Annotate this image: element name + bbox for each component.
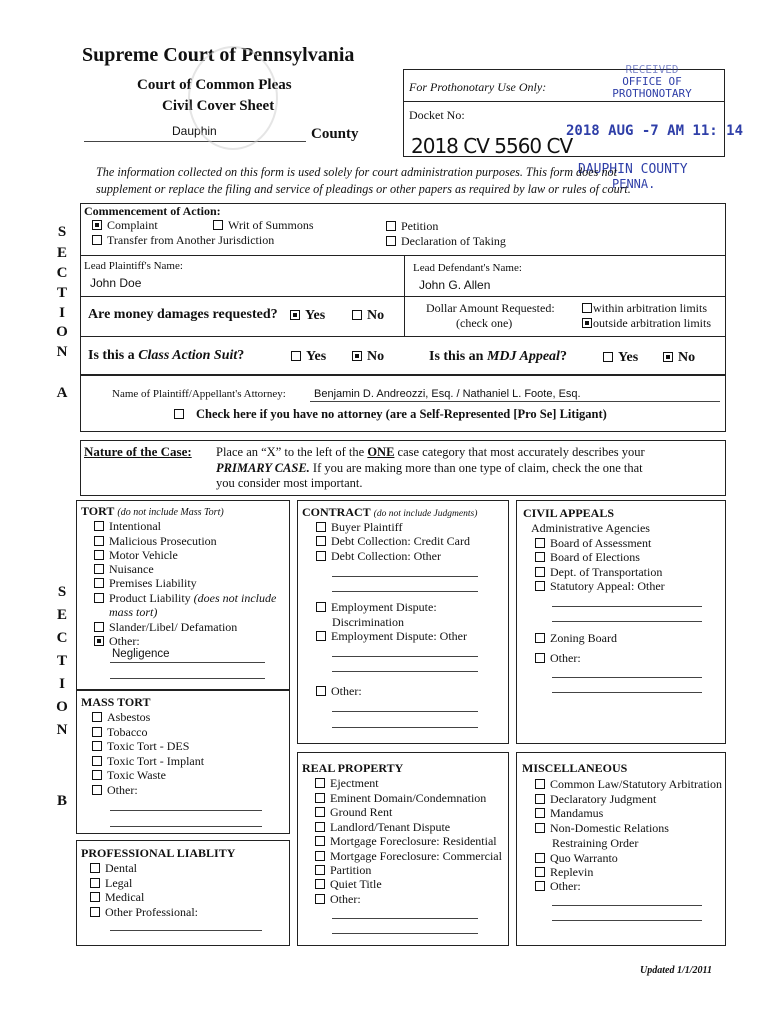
real-property-label: Mortgage Foreclosure: Residential: [330, 834, 497, 848]
contract-checkbox[interactable]: [316, 522, 326, 532]
mass-tort-item[interactable]: [92, 768, 166, 783]
professional-label: Other Professional:: [105, 905, 198, 919]
contract-label: Employment Dispute:: [331, 600, 437, 614]
declaration-label: Declaration of Taking: [401, 234, 506, 248]
contract-checkbox[interactable]: [316, 551, 326, 561]
plaintiff-name-field[interactable]: John Doe: [90, 276, 142, 290]
misc-label: Common Law/Statutory Arbitration: [550, 777, 722, 791]
prothonotary-title: For Prothonotary Use Only:: [409, 80, 547, 94]
dollar-amount-sub: (check one): [456, 316, 513, 330]
within-limits-option[interactable]: [582, 301, 707, 316]
section-b-t: T: [56, 653, 67, 669]
real-property-item[interactable]: [315, 820, 450, 835]
tort-checkbox[interactable]: [94, 536, 104, 546]
real-property-checkbox[interactable]: [315, 778, 325, 788]
tort-other-checkbox[interactable]: [94, 636, 104, 646]
misc-label: Declaratory Judgment: [550, 792, 657, 806]
section-a-e: E: [56, 245, 67, 261]
class-action-question: [88, 348, 244, 364]
tort-checkbox[interactable]: [94, 564, 104, 574]
mass-tort-label: Other:: [107, 783, 138, 797]
professional-label: Medical: [105, 890, 145, 904]
money-damages-question: [88, 307, 278, 323]
section-b-letter: B: [56, 793, 67, 809]
county-field[interactable]: Dauphin: [172, 124, 217, 138]
tort-label: Malicious Prosecution: [109, 534, 217, 548]
section-b-i: I: [59, 676, 65, 692]
mass-tort-checkbox[interactable]: [92, 741, 102, 751]
contract-other-item[interactable]: [316, 684, 362, 699]
misc-label: Other:: [550, 879, 581, 893]
mdj-pre: Is this an: [429, 349, 487, 364]
contract-checkbox[interactable]: [316, 536, 326, 546]
section-a-t: T: [56, 285, 67, 301]
money-no-checkbox[interactable]: [352, 310, 362, 320]
mass-tort-checkbox[interactable]: [92, 727, 102, 737]
dollar-amount-label: Dollar Amount Requested:: [426, 301, 555, 315]
civil-appeals-label: Other:: [550, 651, 581, 665]
misc-item[interactable]: [535, 806, 603, 821]
misc-label: Replevin: [550, 865, 594, 879]
real-property-label: Ejectment: [330, 776, 379, 790]
professional-checkbox[interactable]: [90, 907, 100, 917]
civil-other-item[interactable]: [535, 651, 581, 666]
tort-note: (do not include Mass Tort): [117, 507, 224, 518]
received-stamp: [582, 64, 722, 114]
tort-other-label: Other:: [109, 634, 140, 648]
section-a-n: N: [56, 344, 68, 360]
stamp-received: RECEIVED: [625, 63, 679, 76]
professional-item[interactable]: [90, 876, 132, 891]
misc-item[interactable]: [535, 821, 669, 836]
civil-appeals-item[interactable]: [535, 536, 651, 551]
professional-checkbox[interactable]: [90, 892, 100, 902]
complaint-option[interactable]: [92, 218, 158, 233]
misc-checkbox[interactable]: [535, 823, 545, 833]
zoning-item[interactable]: [535, 631, 617, 646]
tort-item[interactable]: [94, 591, 276, 606]
notice-line-2: supplement or replace the filing and service of pleadings or other papers as required by law or rules of court.: [96, 182, 631, 196]
writ-checkbox[interactable]: [213, 220, 223, 230]
tort-item[interactable]: [94, 620, 237, 635]
tort-label: Motor Vehicle: [109, 548, 178, 562]
contract-title-text: CONTRACT: [302, 505, 371, 519]
mass-tort-item[interactable]: [92, 754, 204, 769]
employment-other-item[interactable]: [316, 629, 467, 644]
product-note-2: mass tort): [109, 605, 158, 619]
no-attorney-checkbox[interactable]: [174, 409, 184, 419]
real-property-checkbox[interactable]: [315, 851, 325, 861]
contract-label: Employment Dispute: Other: [331, 629, 467, 643]
real-property-checkbox[interactable]: [315, 879, 325, 889]
contract-label: Buyer Plaintiff: [331, 520, 403, 534]
civil-appeals-checkbox[interactable]: [535, 653, 545, 663]
outside-limits-checkbox[interactable]: [582, 318, 592, 328]
tort-checkbox[interactable]: [94, 550, 104, 560]
tort-label: Premises Liability: [109, 576, 197, 590]
real-property-item[interactable]: [315, 834, 497, 849]
contract-label: Other:: [331, 684, 362, 698]
real-property-checkbox[interactable]: [315, 865, 325, 875]
docket-number[interactable]: 2018 CV 5560 CV: [411, 134, 573, 158]
mdj-yes-checkbox[interactable]: [603, 352, 613, 362]
section-b-e: E: [56, 607, 67, 623]
tort-other-field[interactable]: Negligence: [112, 648, 170, 660]
contract-checkbox[interactable]: [316, 686, 326, 696]
tort-title: [81, 504, 224, 519]
outside-limits-label: outside arbitration limits: [593, 316, 711, 330]
class-yes-checkbox[interactable]: [291, 351, 301, 361]
section-a-o: O: [56, 324, 68, 340]
civil-appeals-checkbox[interactable]: [535, 581, 545, 591]
professional-title: PROFESSIONAL LIABLITY: [81, 846, 236, 860]
petition-label: Petition: [401, 219, 439, 233]
real-property-label: Partition: [330, 863, 372, 877]
section-a-letter: A: [56, 385, 68, 401]
professional-label: Legal: [105, 876, 133, 890]
real-property-checkbox[interactable]: [315, 793, 325, 803]
complaint-checkbox[interactable]: [92, 220, 102, 230]
contract-item[interactable]: [316, 520, 402, 535]
tort-label: Slander/Libel/ Defamation: [109, 620, 238, 634]
employment-discrimination-sub: Discrimination: [332, 615, 404, 629]
mdj-question: [429, 349, 567, 365]
mdj-no-checkbox[interactable]: [663, 352, 673, 362]
attorney-label: Name of Plaintiff/Appellant's Attorney:: [112, 388, 286, 400]
class-yes-option[interactable]: [291, 349, 326, 365]
money-yes-option[interactable]: [290, 308, 325, 324]
class-action-post: ?: [237, 348, 245, 363]
writ-label: Writ of Summons: [228, 218, 314, 232]
misc-item[interactable]: [535, 865, 593, 880]
class-yes-label: Yes: [306, 349, 327, 364]
misc-checkbox[interactable]: [535, 808, 545, 818]
money-damages-label: Are money damages requested?: [88, 307, 278, 322]
nature-primary: PRIMARY CASE.: [216, 461, 310, 475]
professional-item[interactable]: [90, 861, 137, 876]
mass-tort-checkbox[interactable]: [92, 756, 102, 766]
no-attorney-option[interactable]: [174, 407, 607, 422]
mass-tort-item[interactable]: [92, 710, 150, 725]
misc-checkbox[interactable]: [535, 853, 545, 863]
contract-note: (do not include Judgments): [373, 509, 478, 519]
misc-checkbox[interactable]: [535, 779, 545, 789]
mass-tort-item[interactable]: [92, 739, 189, 754]
tort-item[interactable]: [94, 519, 161, 534]
misc-label: Quo Warranto: [550, 851, 618, 865]
tort-item[interactable]: [94, 576, 197, 591]
contract-checkbox[interactable]: [316, 602, 326, 612]
nature-text-1: [216, 445, 645, 460]
real-property-label: Other:: [330, 892, 361, 906]
civil-appeals-checkbox[interactable]: [535, 567, 545, 577]
professional-item[interactable]: [90, 890, 144, 905]
section-b-n: N: [56, 722, 68, 738]
stamp-prothonotary: PROTHONOTARY: [612, 87, 692, 100]
professional-item[interactable]: [90, 905, 198, 920]
attorney-box: [80, 375, 726, 432]
real-property-item[interactable]: [315, 805, 392, 820]
civil-appeals-label: Board of Assessment: [550, 536, 652, 550]
mdj-no-option[interactable]: [663, 350, 695, 366]
civil-appeals-label: Dept. of Transportation: [550, 565, 663, 579]
misc-label: Mandamus: [550, 806, 604, 820]
mass-tort-label: Toxic Tort - DES: [107, 739, 190, 753]
defendant-label: Lead Defendant's Name:: [413, 262, 522, 274]
no-attorney-label: Check here if you have no attorney (are a Self-Represented [Pro Se] Litigant): [196, 407, 607, 421]
nature-title: Nature of the Case:: [84, 444, 192, 459]
stamp-office: OFFICE OF: [622, 75, 682, 88]
real-property-item[interactable]: [315, 849, 502, 864]
mass-tort-label: Asbestos: [107, 710, 151, 724]
county-label: County: [311, 126, 359, 142]
money-yes-label: Yes: [305, 308, 326, 323]
misc-title: MISCELLANEOUS: [522, 761, 628, 775]
attorney-field[interactable]: Benjamin D. Andreozzi, Esq. / Nathaniel L. Foote, Esq.: [314, 388, 581, 400]
civil-appeals-label: Board of Elections: [550, 550, 640, 564]
contract-item[interactable]: [316, 549, 441, 564]
civil-appeals-checkbox[interactable]: [535, 552, 545, 562]
tort-checkbox[interactable]: [94, 593, 104, 603]
date-stamp: 2018 AUG -7 AM 11: 14: [566, 123, 744, 139]
misc-label: Non-Domestic Relations: [550, 821, 669, 835]
real-property-checkbox[interactable]: [315, 894, 325, 904]
contract-title: [302, 505, 477, 520]
declaration-option[interactable]: [386, 234, 506, 249]
real-property-checkbox[interactable]: [315, 807, 325, 817]
nature-text-2: [216, 461, 643, 476]
section-a-c: C: [56, 265, 68, 281]
real-property-label: Landlord/Tenant Dispute: [330, 820, 451, 834]
misc-checkbox[interactable]: [535, 867, 545, 877]
real-property-label: Quiet Title: [330, 877, 382, 891]
real-property-label: Ground Rent: [330, 805, 393, 819]
real-property-item[interactable]: [315, 863, 371, 878]
mass-tort-item[interactable]: [92, 725, 147, 740]
plaintiff-label: Lead Plaintiff's Name:: [84, 260, 183, 272]
real-property-title: REAL PROPERTY: [302, 761, 404, 775]
civil-appeals-checkbox[interactable]: [535, 633, 545, 643]
mass-tort-checkbox[interactable]: [92, 712, 102, 722]
nature-one: ONE: [367, 445, 395, 459]
product-note: (does not include: [193, 591, 277, 605]
mass-tort-label: Tobacco: [107, 725, 148, 739]
real-property-item[interactable]: [315, 776, 379, 791]
mdj-yes-option[interactable]: [603, 350, 638, 366]
tort-title-text: TORT: [81, 504, 115, 518]
mdj-yes-label: Yes: [618, 350, 639, 365]
contract-label: Debt Collection: Credit Card: [331, 534, 470, 548]
form-name: Civil Cover Sheet: [162, 98, 275, 114]
outside-limits-option[interactable]: [582, 316, 711, 331]
civil-appeals-item[interactable]: [535, 565, 662, 580]
declaration-checkbox[interactable]: [386, 236, 396, 246]
real-property-item[interactable]: [315, 877, 382, 892]
court-subtitle: Court of Common Pleas: [137, 77, 292, 93]
tort-other-item[interactable]: [94, 634, 140, 649]
misc-item[interactable]: [535, 851, 618, 866]
tort-checkbox[interactable]: [94, 578, 104, 588]
section-a-s: S: [57, 224, 67, 240]
civil-appeals-item[interactable]: [535, 550, 640, 565]
nature-text2: If you are making more than one type of claim, check the one that: [309, 461, 643, 475]
mass-tort-label: Toxic Waste: [107, 768, 166, 782]
writ-option[interactable]: [213, 218, 314, 233]
class-action-pre: Is this a: [88, 348, 139, 363]
money-yes-checkbox[interactable]: [290, 310, 300, 320]
professional-checkbox[interactable]: [90, 863, 100, 873]
updated-date: Updated 1/1/2011: [640, 965, 712, 976]
nature-mid: case category that most accurately describes your: [394, 445, 645, 459]
notice-line-1: The information collected on this form is used solely for court administration purposes. This form does not: [96, 165, 618, 179]
seal-watermark: [188, 46, 278, 150]
real-property-checkbox[interactable]: [315, 836, 325, 846]
transfer-option[interactable]: [92, 233, 274, 248]
nature-pre: Place an “X” to the left of the: [216, 445, 368, 459]
docket-label: Docket No:: [409, 108, 465, 122]
state-stamp: PENNA.: [612, 177, 656, 191]
civil-appeals-sub: Administrative Agencies: [531, 521, 650, 535]
mass-tort-item[interactable]: [92, 783, 138, 798]
mdj-no-label: No: [678, 350, 696, 365]
tort-item[interactable]: [94, 548, 178, 563]
civil-appeals-title: CIVIL APPEALS: [523, 506, 615, 520]
civil-appeals-label: Statutory Appeal: Other: [550, 579, 665, 593]
section-b-o: O: [56, 699, 68, 715]
tort-checkbox[interactable]: [94, 622, 104, 632]
professional-label: Dental: [105, 861, 137, 875]
real-property-item[interactable]: [315, 892, 361, 907]
transfer-checkbox[interactable]: [92, 235, 102, 245]
contract-item[interactable]: [316, 534, 470, 549]
commencement-title: Commencement of Action:: [84, 204, 221, 218]
contract-checkbox[interactable]: [316, 631, 326, 641]
civil-appeals-item[interactable]: [535, 579, 665, 594]
section-b-s: S: [57, 584, 67, 600]
tort-label: Intentional: [109, 519, 161, 533]
within-limits-label: within arbitration limits: [593, 301, 707, 315]
misc-item[interactable]: [535, 879, 581, 894]
class-no-label: No: [367, 349, 385, 364]
defendant-name-field[interactable]: John G. Allen: [419, 278, 491, 292]
section-b-c: C: [56, 630, 68, 646]
mass-tort-title: MASS TORT: [81, 695, 151, 709]
class-action-em: Class Action Suit: [138, 348, 238, 363]
misc-item[interactable]: [535, 777, 722, 792]
mdj-em: MDJ Appeal: [486, 349, 560, 364]
professional-checkbox[interactable]: [90, 878, 100, 888]
tort-label: Nuisance: [109, 562, 154, 576]
petition-option[interactable]: [386, 219, 438, 234]
real-property-checkbox[interactable]: [315, 822, 325, 832]
misc-item[interactable]: [535, 792, 656, 807]
petition-checkbox[interactable]: [386, 221, 396, 231]
court-title: Supreme Court of Pennsylvania: [82, 44, 355, 66]
real-property-label: Mortgage Foreclosure: Commercial: [330, 849, 502, 863]
mdj-post: ?: [559, 349, 567, 364]
section-a-i: I: [59, 305, 65, 321]
misc-checkbox[interactable]: [535, 881, 545, 891]
money-no-label: No: [367, 308, 385, 323]
class-no-option[interactable]: [352, 349, 384, 365]
employment-discrimination-item[interactable]: [316, 600, 437, 615]
tort-item[interactable]: [94, 534, 217, 549]
nature-text-3: you consider most important.: [216, 476, 363, 490]
misc-restraining-sub: Restraining Order: [552, 836, 639, 850]
misc-checkbox[interactable]: [535, 794, 545, 804]
real-property-item[interactable]: [315, 791, 486, 806]
real-property-label: Eminent Domain/Condemnation: [330, 791, 487, 805]
mass-tort-checkbox[interactable]: [92, 785, 102, 795]
tort-checkbox[interactable]: [94, 521, 104, 531]
county-stamp: DAUPHIN COUNTY: [578, 162, 688, 177]
mass-tort-checkbox[interactable]: [92, 770, 102, 780]
tort-item[interactable]: [94, 562, 154, 577]
tort-label: Product Liability: [109, 591, 191, 605]
money-no-option[interactable]: [352, 308, 384, 324]
mass-tort-label: Toxic Tort - Implant: [107, 754, 205, 768]
contract-label: Debt Collection: Other: [331, 549, 441, 563]
within-limits-checkbox[interactable]: [582, 303, 592, 313]
civil-appeals-checkbox[interactable]: [535, 538, 545, 548]
class-no-checkbox[interactable]: [352, 351, 362, 361]
civil-appeals-label: Zoning Board: [550, 631, 617, 645]
transfer-label: Transfer from Another Jurisdiction: [107, 233, 275, 247]
complaint-label: Complaint: [107, 218, 158, 232]
